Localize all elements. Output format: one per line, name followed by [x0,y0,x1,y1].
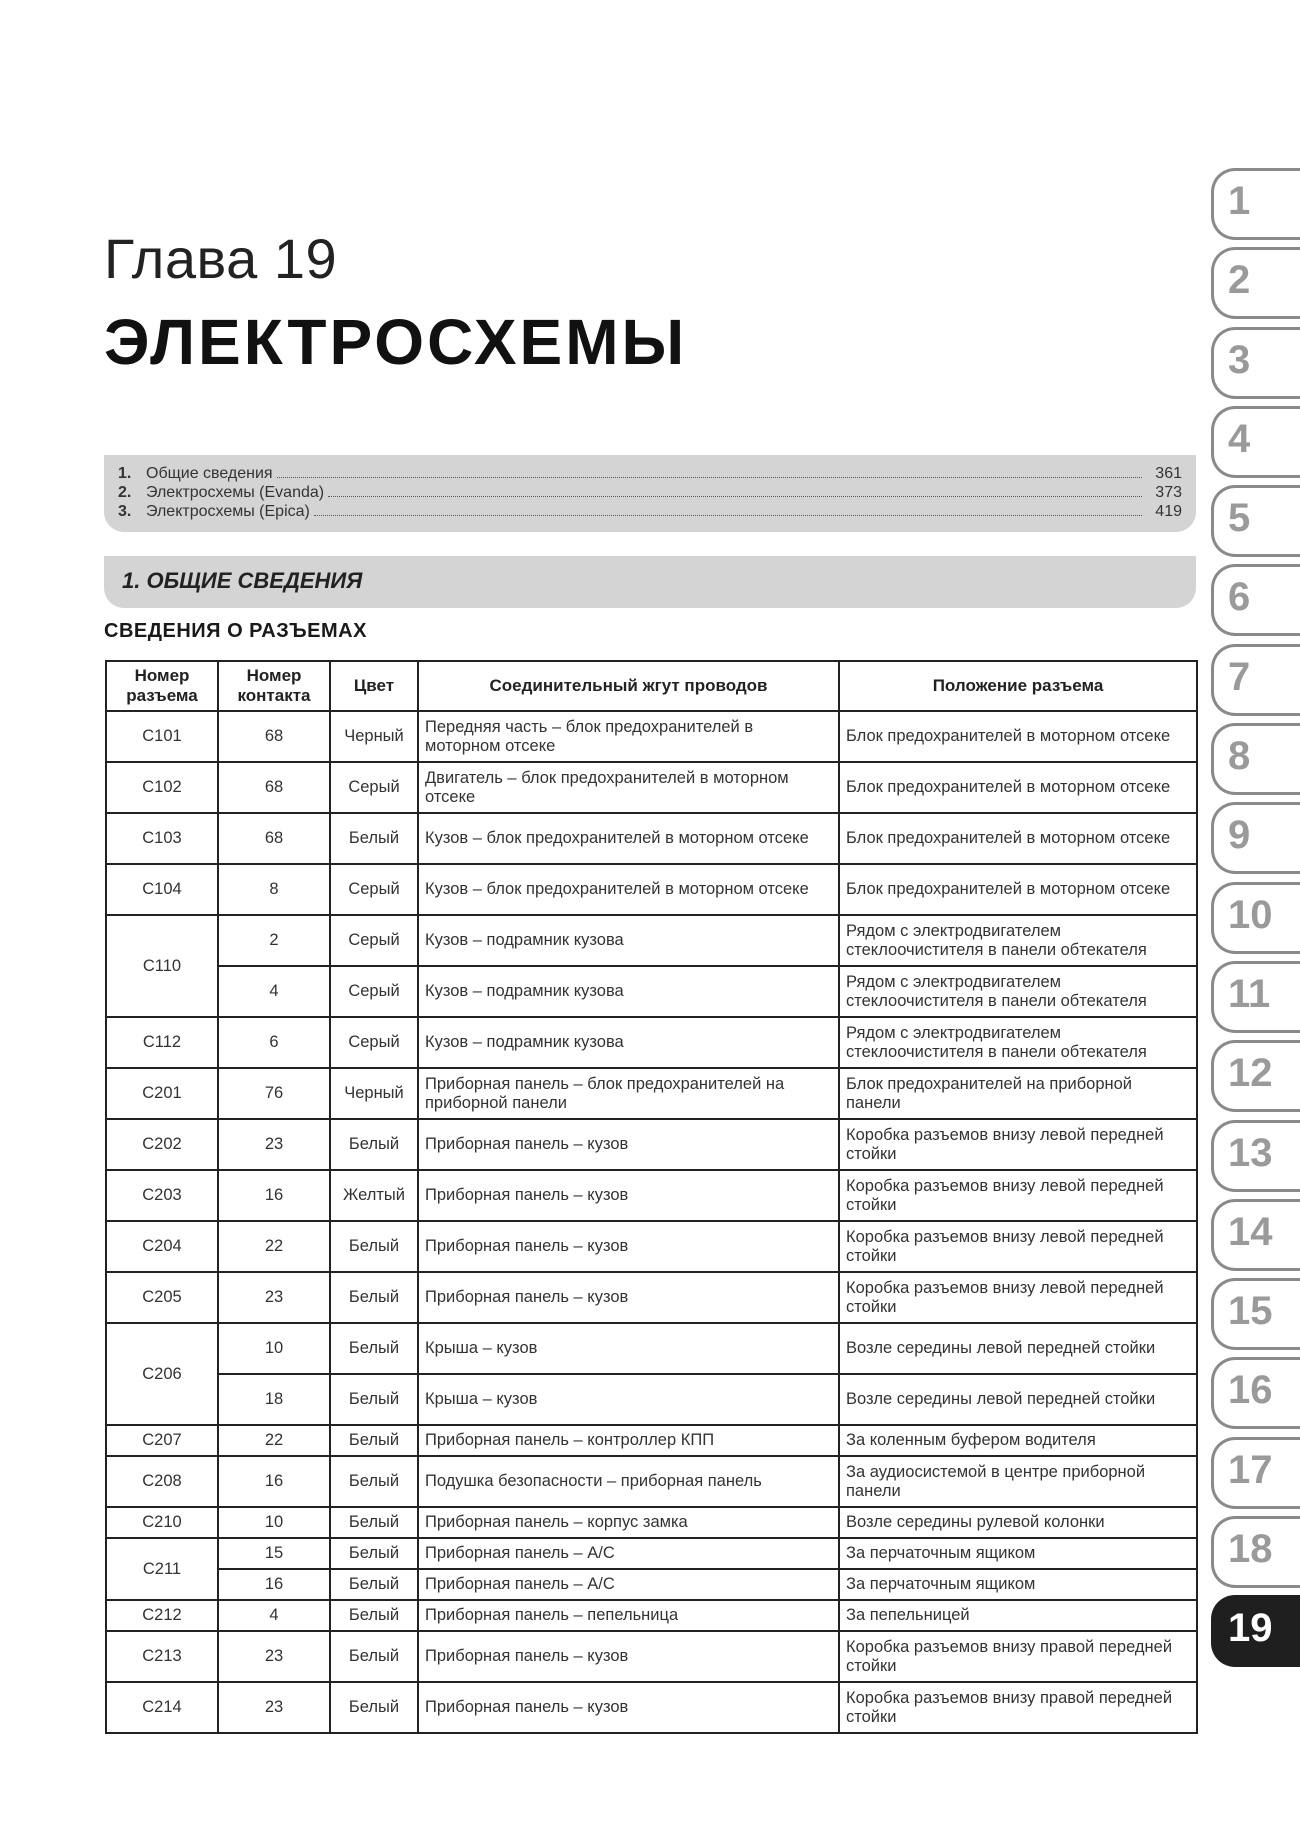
cell-pins: 23 [218,1119,330,1170]
toc-page: 373 [1155,484,1182,501]
cell-location: Блок предохранителей в моторном отсеке [839,813,1197,864]
cell-harness: Приборная панель – А/С [418,1538,839,1569]
table-row [106,864,1197,915]
toc-number: 1. [118,465,132,482]
section-title: 1. ОБЩИЕ СВЕДЕНИЯ [122,568,363,593]
cell-connector: C210 [106,1507,218,1538]
cell-harness: Приборная панель – кузов [418,1221,839,1272]
cell-color: Белый [330,1221,418,1272]
cell-location: За аудиосистемой в центре приборной панели [839,1456,1197,1507]
table-row [106,1569,1197,1600]
chapter-tab[interactable] [1211,1437,1300,1509]
cell-connector: C102 [106,762,218,813]
cell-location: Рядом с электродвигателем стеклоочистителя в панели обтекателя [839,915,1197,966]
tab-label: 12 [1228,1051,1273,1095]
cell-location: Рядом с электродвигателем стеклоочистителя в панели обтекателя [839,966,1197,1017]
cell-harness: Приборная панель – пепельница [418,1600,839,1631]
cell-color: Белый [330,1456,418,1507]
connector-table [105,660,1198,1734]
table-row [106,813,1197,864]
cell-pins: 16 [218,1170,330,1221]
cell-harness: Двигатель – блок предохранителей в моторном отсеке [418,762,839,813]
cell-connector: C203 [106,1170,218,1221]
toc-leader [314,515,1142,516]
tab-label: 18 [1228,1527,1273,1571]
table-row [106,1425,1197,1456]
toc-title: Общие сведения [146,465,273,482]
cell-connector: C204 [106,1221,218,1272]
tab-label: 8 [1228,734,1251,778]
table-row [106,1068,1197,1119]
cell-color: Белый [330,1425,418,1456]
table-row [106,1600,1197,1631]
cell-color: Белый [330,1323,418,1374]
cell-connector: C213 [106,1631,218,1682]
cell-connector: C201 [106,1068,218,1119]
cell-location: Коробка разъемов внизу левой передней стойки [839,1119,1197,1170]
header-connector: Номер разъема [106,661,218,711]
cell-color: Черный [330,1068,418,1119]
tab-label: 3 [1228,338,1251,382]
cell-location: Коробка разъемов внизу левой передней стойки [839,1170,1197,1221]
tab-label: 14 [1228,1210,1273,1254]
header-color: Цвет [330,661,418,711]
table-row [106,1538,1197,1569]
toc-number: 3. [118,503,132,520]
chapter-tab[interactable] [1211,1357,1300,1429]
cell-pins: 15 [218,1538,330,1569]
tab-label: 5 [1228,496,1251,540]
tab-label: 2 [1228,258,1251,302]
chapter-tab[interactable] [1211,644,1300,716]
cell-pins: 4 [218,1600,330,1631]
cell-connector: C104 [106,864,218,915]
chapter-tab[interactable] [1211,168,1300,240]
cell-location: Рядом с электродвигателем стеклоочистителя в панели обтекателя [839,1017,1197,1068]
table-row [106,1456,1197,1507]
chapter-tab[interactable] [1211,327,1300,399]
cell-harness: Кузов – подрамник кузова [418,1017,839,1068]
chapter-tab[interactable] [1211,485,1300,557]
header-location: Положение разъема [839,661,1197,711]
cell-color: Белый [330,1682,418,1733]
table-row [106,915,1197,966]
chapter-tab[interactable] [1211,1516,1300,1588]
cell-pins: 4 [218,966,330,1017]
cell-harness: Приборная панель – кузов [418,1272,839,1323]
cell-color: Серый [330,966,418,1017]
table-row [106,1682,1197,1733]
cell-pins: 22 [218,1221,330,1272]
cell-connector: C112 [106,1017,218,1068]
cell-connector: C212 [106,1600,218,1631]
table-row [106,711,1197,762]
section-header [104,556,1196,608]
cell-harness: Приборная панель – корпус замка [418,1507,839,1538]
table-row [106,762,1197,813]
tab-label: 13 [1228,1131,1273,1175]
chapter-tab[interactable] [1211,247,1300,319]
header-pins: Номер контакта [218,661,330,711]
toc-number: 2. [118,484,132,501]
cell-pins: 16 [218,1456,330,1507]
tab-label: 15 [1228,1289,1273,1333]
table-row [106,1017,1197,1068]
cell-location: Коробка разъемов внизу правой передней стойки [839,1631,1197,1682]
cell-location: Блок предохранителей на приборной панели [839,1068,1197,1119]
cell-location: Блок предохранителей в моторном отсеке [839,711,1197,762]
chapter-tab[interactable] [1211,723,1300,795]
tab-label: 10 [1228,893,1273,937]
toc-title: Электросхемы (Epica) [146,503,310,520]
cell-connector: C214 [106,1682,218,1733]
cell-location: Коробка разъемов внизу левой передней стойки [839,1221,1197,1272]
cell-color: Белый [330,1538,418,1569]
cell-color: Желтый [330,1170,418,1221]
table-row [106,1221,1197,1272]
table-caption: СВЕДЕНИЯ О РАЗЪЕМАХ [104,620,367,642]
cell-color: Черный [330,711,418,762]
tab-label: 19 [1228,1606,1273,1650]
chapter-title: ЭЛЕКТРОСХЕМЫ [104,306,688,378]
cell-color: Серый [330,864,418,915]
toc-item[interactable] [118,465,1182,484]
cell-color: Серый [330,915,418,966]
cell-harness: Приборная панель – А/С [418,1569,839,1600]
cell-harness: Кузов – подрамник кузова [418,915,839,966]
cell-pins: 22 [218,1425,330,1456]
cell-pins: 68 [218,813,330,864]
cell-connector: C211 [106,1538,218,1600]
cell-color: Серый [330,1017,418,1068]
tab-label: 16 [1228,1368,1273,1412]
cell-pins: 23 [218,1682,330,1733]
tab-label: 1 [1228,179,1251,223]
tab-label: 9 [1228,813,1251,857]
header-harness: Соединительный жгут проводов [418,661,839,711]
cell-connector: C202 [106,1119,218,1170]
tab-label: 17 [1228,1448,1273,1492]
toc-item[interactable] [118,503,1182,522]
cell-color: Серый [330,762,418,813]
chapter-tab[interactable] [1211,882,1300,954]
cell-color: Белый [330,1507,418,1538]
toc-item[interactable] [118,484,1182,503]
cell-pins: 16 [218,1569,330,1600]
cell-color: Белый [330,813,418,864]
table-row [106,1507,1197,1538]
table-row [106,1119,1197,1170]
cell-harness: Крыша – кузов [418,1374,839,1425]
cell-pins: 10 [218,1507,330,1538]
cell-location: Коробка разъемов внизу правой передней стойки [839,1682,1197,1733]
toc-leader [277,477,1142,478]
table-row [106,1323,1197,1374]
toc-page: 361 [1155,465,1182,482]
cell-pins: 6 [218,1017,330,1068]
toc-page: 419 [1155,503,1182,520]
chapter-tab[interactable] [1211,802,1300,874]
chapter-tab[interactable] [1211,1199,1300,1271]
cell-location: Блок предохранителей в моторном отсеке [839,864,1197,915]
table-header-row [106,661,1197,711]
cell-color: Белый [330,1631,418,1682]
chapter-tab[interactable] [1211,961,1300,1033]
table-row [106,966,1197,1017]
tab-label: 7 [1228,655,1251,699]
cell-harness: Приборная панель – кузов [418,1682,839,1733]
cell-harness: Приборная панель – кузов [418,1631,839,1682]
table-of-contents [104,455,1196,532]
chapter-tab[interactable] [1211,1120,1300,1192]
tab-label: 6 [1228,575,1251,619]
cell-harness: Подушка безопасности – приборная панель [418,1456,839,1507]
cell-harness: Кузов – блок предохранителей в моторном отсеке [418,864,839,915]
cell-harness: Крыша – кузов [418,1323,839,1374]
table-row [106,1272,1197,1323]
cell-pins: 23 [218,1631,330,1682]
chapter-tab[interactable] [1211,1040,1300,1112]
tab-label: 11 [1228,972,1271,1016]
chapter-tab[interactable] [1211,564,1300,636]
cell-connector: C101 [106,711,218,762]
tab-label: 4 [1228,417,1251,461]
cell-location: Коробка разъемов внизу левой передней стойки [839,1272,1197,1323]
chapter-tabs [1211,160,1300,1670]
chapter-label: Глава 19 [104,227,338,290]
chapter-tab[interactable] [1211,406,1300,478]
cell-pins: 76 [218,1068,330,1119]
cell-color: Белый [330,1569,418,1600]
chapter-tab[interactable] [1211,1278,1300,1350]
cell-pins: 23 [218,1272,330,1323]
table-row [106,1374,1197,1425]
cell-location: За перчаточным ящиком [839,1569,1197,1600]
chapter-tab-active[interactable] [1211,1595,1300,1667]
cell-location: За перчаточным ящиком [839,1538,1197,1569]
cell-pins: 68 [218,711,330,762]
toc-leader [328,496,1142,497]
cell-harness: Передняя часть – блок предохранителей в моторном отсеке [418,711,839,762]
cell-color: Белый [330,1272,418,1323]
toc-title: Электросхемы (Evanda) [146,484,325,501]
table-row [106,1631,1197,1682]
cell-color: Белый [330,1119,418,1170]
table-row [106,1170,1197,1221]
cell-connector: C103 [106,813,218,864]
cell-harness: Приборная панель – контроллер КПП [418,1425,839,1456]
cell-harness: Приборная панель – кузов [418,1119,839,1170]
cell-connector: C205 [106,1272,218,1323]
cell-location: Возле середины левой передней стойки [839,1374,1197,1425]
cell-color: Белый [330,1374,418,1425]
cell-connector: C110 [106,915,218,1017]
cell-location: Возле середины левой передней стойки [839,1323,1197,1374]
cell-connector: C207 [106,1425,218,1456]
cell-color: Белый [330,1600,418,1631]
cell-harness: Приборная панель – кузов [418,1170,839,1221]
cell-connector: C206 [106,1323,218,1425]
cell-harness: Кузов – подрамник кузова [418,966,839,1017]
cell-pins: 10 [218,1323,330,1374]
cell-harness: Кузов – блок предохранителей в моторном отсеке [418,813,839,864]
cell-pins: 68 [218,762,330,813]
cell-location: Возле середины рулевой колонки [839,1507,1197,1538]
cell-location: Блок предохранителей в моторном отсеке [839,762,1197,813]
cell-connector: C208 [106,1456,218,1507]
cell-pins: 2 [218,915,330,966]
cell-pins: 18 [218,1374,330,1425]
cell-location: За пепельницей [839,1600,1197,1631]
cell-harness: Приборная панель – блок предохранителей на приборной панели [418,1068,839,1119]
cell-pins: 8 [218,864,330,915]
cell-location: За коленным буфером водителя [839,1425,1197,1456]
